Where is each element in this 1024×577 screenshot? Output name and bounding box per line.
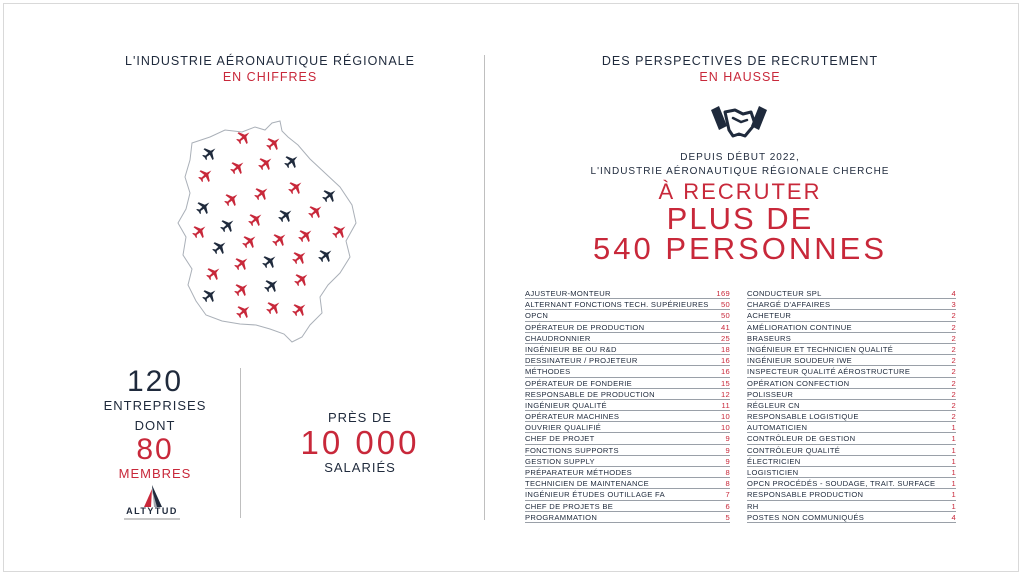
job-count: 8 <box>725 479 730 489</box>
table-row <box>747 333 956 344</box>
job-label: BRASEURS <box>747 333 792 343</box>
table-row <box>525 378 730 389</box>
table-row <box>747 512 956 523</box>
table-row <box>747 445 956 456</box>
job-label: OPCN <box>525 311 549 321</box>
job-count: 1 <box>951 468 956 477</box>
job-label: PRÉPARATEUR MÉTHODES <box>525 468 632 477</box>
job-label: OPCN PROCÉDÉS - SOUDAGE, TRAIT. SURFACE <box>747 479 936 489</box>
table-row <box>747 422 956 433</box>
left-title-line2: EN CHIFFRES <box>222 70 318 84</box>
table-row <box>525 299 730 310</box>
job-label: RESPONSABLE PRODUCTION <box>747 490 864 500</box>
job-count: 10 <box>720 412 730 422</box>
job-count: 12 <box>720 389 730 399</box>
job-label: INSPECTEUR QUALITÉ AÉROSTRUCTURE <box>747 367 911 377</box>
job-label: OPÉRATEUR DE PRODUCTION <box>525 322 645 332</box>
job-count: 2 <box>951 389 956 399</box>
jobs-table-left <box>525 288 730 523</box>
altytud-logo-tagline <box>124 518 180 520</box>
left-stats-divider <box>240 368 241 518</box>
job-count: 2 <box>951 356 956 366</box>
table-row <box>525 467 730 478</box>
table-row <box>525 333 730 344</box>
table-row <box>525 489 730 500</box>
job-count: 1 <box>951 445 956 455</box>
job-label: CONDUCTEUR SPL <box>747 289 822 298</box>
table-row <box>747 433 956 444</box>
job-count: 9 <box>725 456 730 466</box>
job-count: 1 <box>951 434 956 444</box>
job-count: 1 <box>951 501 956 511</box>
table-row <box>525 411 730 422</box>
job-count: 2 <box>951 367 956 377</box>
right-title-line1: DES PERSPECTIVES DE RECRUTEMENT <box>601 54 879 68</box>
headline-line3: 540 PERSONNES <box>593 231 887 266</box>
region-outline <box>178 121 356 342</box>
members-label: MEMBRES <box>118 466 192 481</box>
job-label: RESPONSABLE LOGISTIQUE <box>747 412 859 422</box>
job-count: 1 <box>951 423 956 433</box>
job-label: INGÉNIEUR ÉTUDES OUTILLAGE FA <box>525 490 665 500</box>
headline-line1: À RECRUTER <box>658 179 822 204</box>
table-row <box>525 512 730 523</box>
job-label: PROGRAMMATION <box>525 512 598 522</box>
table-row <box>747 299 956 310</box>
table-row <box>525 344 730 355</box>
job-count: 2 <box>951 378 956 388</box>
job-label: TECHNICIEN DE MAINTENANCE <box>525 479 649 489</box>
table-row <box>525 288 730 299</box>
table-row <box>747 501 956 512</box>
job-label: RÉGLEUR CN <box>747 400 800 410</box>
job-count: 18 <box>720 344 730 354</box>
table-row <box>525 445 730 456</box>
job-count: 2 <box>951 344 956 354</box>
table-row <box>747 456 956 467</box>
job-label: GESTION SUPPLY <box>525 456 595 466</box>
job-label: OPÉRATION CONFECTION <box>747 378 850 388</box>
job-label: DESSINATEUR / PROJETEUR <box>525 356 638 366</box>
table-row <box>747 400 956 411</box>
job-label: CONTRÔLEUR QUALITÉ <box>747 445 841 455</box>
job-label: ÉLECTRICIEN <box>747 456 801 466</box>
dont-label: DONT <box>134 418 176 433</box>
employees-label: SALARIÉS <box>324 460 396 475</box>
job-label: AUTOMATICIEN <box>747 423 808 433</box>
job-count: 16 <box>720 367 730 377</box>
job-count: 16 <box>720 356 730 366</box>
job-label: RH <box>747 501 759 511</box>
job-count: 169 <box>716 289 730 298</box>
job-count: 6 <box>725 501 730 511</box>
table-row <box>525 478 730 489</box>
job-count: 7 <box>725 490 730 500</box>
job-label: FONCTIONS SUPPORTS <box>525 445 619 455</box>
table-row <box>747 310 956 321</box>
job-label: LOGISTICIEN <box>747 468 799 477</box>
job-label: CHARGÉ D'AFFAIRES <box>747 300 831 310</box>
job-label: CONTRÔLEUR DE GESTION <box>747 434 856 444</box>
center-divider <box>484 55 485 520</box>
job-label: AMÉLIORATION CONTINUE <box>747 322 852 332</box>
table-row <box>747 411 956 422</box>
job-label: INGÉNIEUR SOUDEUR IWE <box>747 356 853 366</box>
employees-number: 10 000 <box>300 424 420 461</box>
job-label: INGÉNIEUR BE OU R&D <box>525 344 617 354</box>
job-count: 50 <box>720 300 730 310</box>
table-row <box>747 389 956 400</box>
table-row <box>747 366 956 377</box>
table-row <box>747 322 956 333</box>
left-title-line1: L'INDUSTRIE AÉRONAUTIQUE RÉGIONALE <box>125 54 415 68</box>
job-count: 1 <box>951 456 956 466</box>
table-row <box>525 389 730 400</box>
table-row <box>525 433 730 444</box>
intro-line2: L'INDUSTRIE AÉRONAUTIQUE RÉGIONALE CHERCHE <box>590 166 890 177</box>
job-count: 11 <box>721 400 730 410</box>
job-count: 41 <box>720 322 730 332</box>
job-count: 2 <box>951 333 956 343</box>
members-number: 80 <box>136 433 174 466</box>
job-count: 2 <box>951 400 956 410</box>
job-label: POSTES NON COMMUNIQUÉS <box>747 512 865 522</box>
job-label: RESPONSABLE DE PRODUCTION <box>525 389 655 399</box>
job-label: OPÉRATEUR MACHINES <box>525 412 620 422</box>
job-count: 10 <box>720 423 730 433</box>
companies-number: 120 <box>126 365 184 398</box>
job-label: INGÉNIEUR QUALITÉ <box>525 400 607 410</box>
job-count: 3 <box>951 300 956 310</box>
right-title-line2: EN HAUSSE <box>699 70 781 84</box>
table-row <box>525 366 730 377</box>
job-label: INGÉNIEUR ET TECHNICIEN QUALITÉ <box>747 344 894 354</box>
job-count: 2 <box>951 322 956 332</box>
job-count: 4 <box>951 289 956 298</box>
table-row <box>747 478 956 489</box>
job-label: CHEF DE PROJET <box>525 434 595 444</box>
jobs-table-right <box>747 288 956 523</box>
job-count: 25 <box>720 333 730 343</box>
table-row <box>525 456 730 467</box>
table-row <box>747 378 956 389</box>
table-row <box>525 322 730 333</box>
altytud-logo-mark <box>140 485 164 507</box>
job-label: OUVRIER QUALIFIÉ <box>525 423 602 433</box>
companies-label: ENTREPRISES <box>103 398 207 413</box>
job-count: 50 <box>720 311 730 321</box>
table-row <box>525 422 730 433</box>
table-row <box>525 310 730 321</box>
table-row <box>747 344 956 355</box>
job-count: 9 <box>725 445 730 455</box>
job-label: CHEF DE PROJETS BE <box>525 501 614 511</box>
job-label: POLISSEUR <box>747 389 794 399</box>
job-label: OPÉRATEUR DE FONDERIE <box>525 378 632 388</box>
job-label: ACHETEUR <box>747 311 792 321</box>
region-map <box>170 115 370 345</box>
intro-line1: DEPUIS DÉBUT 2022, <box>680 152 800 163</box>
table-row <box>525 501 730 512</box>
table-row <box>747 467 956 478</box>
job-count: 1 <box>951 479 956 489</box>
job-count: 2 <box>951 311 956 321</box>
job-count: 5 <box>725 512 730 522</box>
job-label: AJUSTEUR-MONTEUR <box>525 289 611 298</box>
job-count: 9 <box>725 434 730 444</box>
job-label: MÉTHODES <box>525 367 571 377</box>
table-row <box>525 355 730 366</box>
table-row <box>747 355 956 366</box>
handshake-icon <box>711 104 767 140</box>
job-count: 1 <box>951 490 956 500</box>
job-count: 15 <box>720 378 730 388</box>
job-count: 8 <box>725 468 730 477</box>
job-count: 4 <box>951 512 956 522</box>
employees-prefix: PRÈS DE <box>327 410 393 425</box>
job-count: 2 <box>951 412 956 422</box>
altytud-logo-text: ALTYTUD <box>126 506 178 516</box>
job-label: ALTERNANT FONCTIONS TECH. SUPÉRIEURES <box>525 300 709 310</box>
table-row <box>525 400 730 411</box>
table-row <box>747 288 956 299</box>
table-row <box>747 489 956 500</box>
headline-line2: PLUS DE <box>666 201 814 236</box>
job-label: CHAUDRONNIER <box>525 333 591 343</box>
